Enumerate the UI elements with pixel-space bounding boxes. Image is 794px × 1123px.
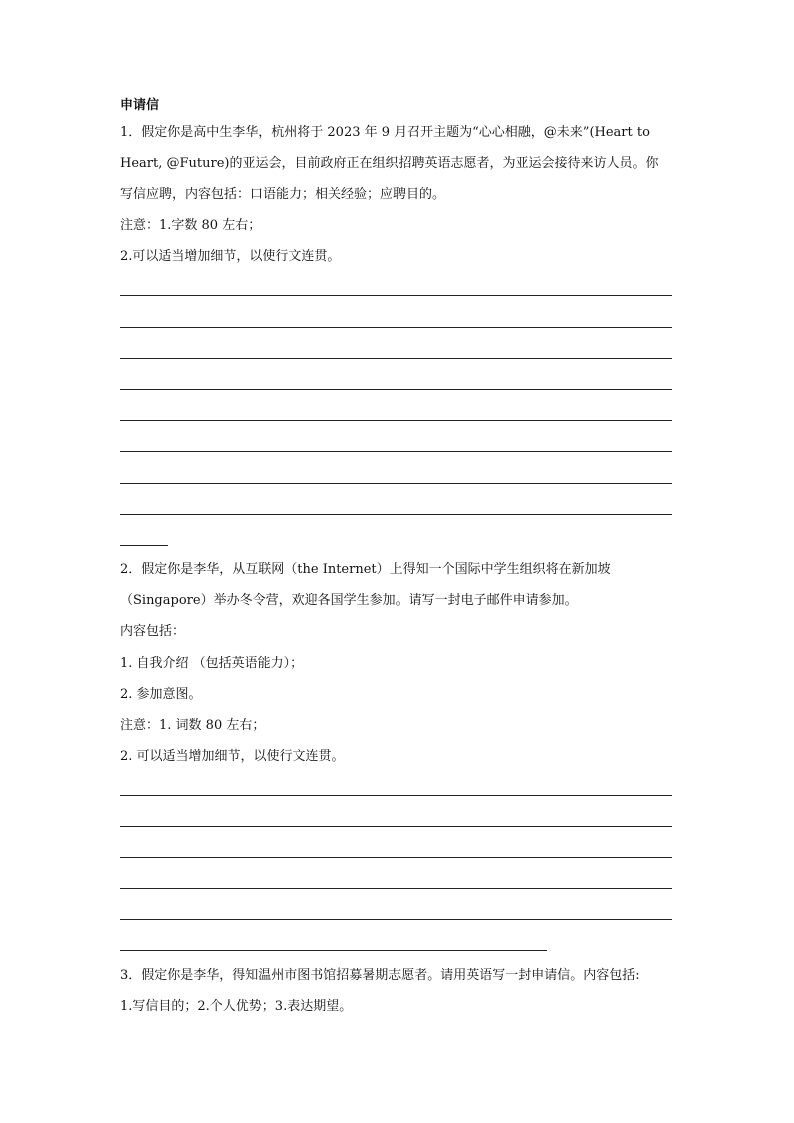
answer-line (120, 545, 168, 546)
q1-prompt-line: Heart, @Future)的亚运会，目前政府正在组织招聘英语志愿者，为亚运会接待来访人员。你 (120, 156, 659, 171)
answer-line (120, 919, 672, 920)
answer-line (120, 950, 547, 951)
answer-line (120, 451, 672, 452)
q2-prompt-line: 2．假定你是李华，从互联网（the Internet）上得知一个国际中学生组织将在新加坡 (120, 562, 611, 577)
answer-line (120, 888, 672, 889)
answer-line (120, 327, 672, 328)
answer-line (120, 795, 672, 796)
q3-prompt-line: 3．假定你是李华，得知温州市图书馆招募暑期志愿者。请用英语写一封申请信。内容包括: (120, 968, 640, 983)
answer-line (120, 857, 672, 858)
answer-line (120, 420, 672, 421)
q1-note: 2.可以适当增加细节，以使行文连贯。 (120, 249, 341, 264)
q2-content-item: 1. 自我介绍 （包括英语能力）； (120, 656, 304, 671)
answer-line (120, 514, 672, 515)
q1-prompt-line: 写信应聘，内容包括：口语能力；相关经验；应聘目的。 (120, 187, 446, 202)
q2-note: 2. 可以适当增加细节，以使行文连贯。 (120, 749, 345, 764)
q1-note: 注意：1.字数 80 左右； (120, 218, 262, 233)
q2-content-item: 2. 参加意图。 (120, 687, 202, 702)
answer-line (120, 295, 672, 296)
q1-prompt-line: 1．假定你是高中生李华，杭州将于 2023 年 9 月召开主题为“心心相融，@未来”(Heart to (120, 125, 650, 140)
answer-line (120, 483, 672, 484)
section-heading: 申请信 (120, 98, 160, 113)
q2-prompt-line: （Singapore）举办冬令营，欢迎各国学生参加。请写一封电子邮件申请参加。 (120, 593, 578, 608)
answer-line (120, 358, 672, 359)
q3-prompt-line: 1.写信目的；2.个人优势；3.表达期望。 (120, 999, 353, 1014)
q2-content-label: 内容包括： (120, 624, 186, 639)
q2-note: 注意：1. 词数 80 左右； (120, 718, 266, 733)
answer-line (120, 826, 672, 827)
answer-line (120, 389, 672, 390)
